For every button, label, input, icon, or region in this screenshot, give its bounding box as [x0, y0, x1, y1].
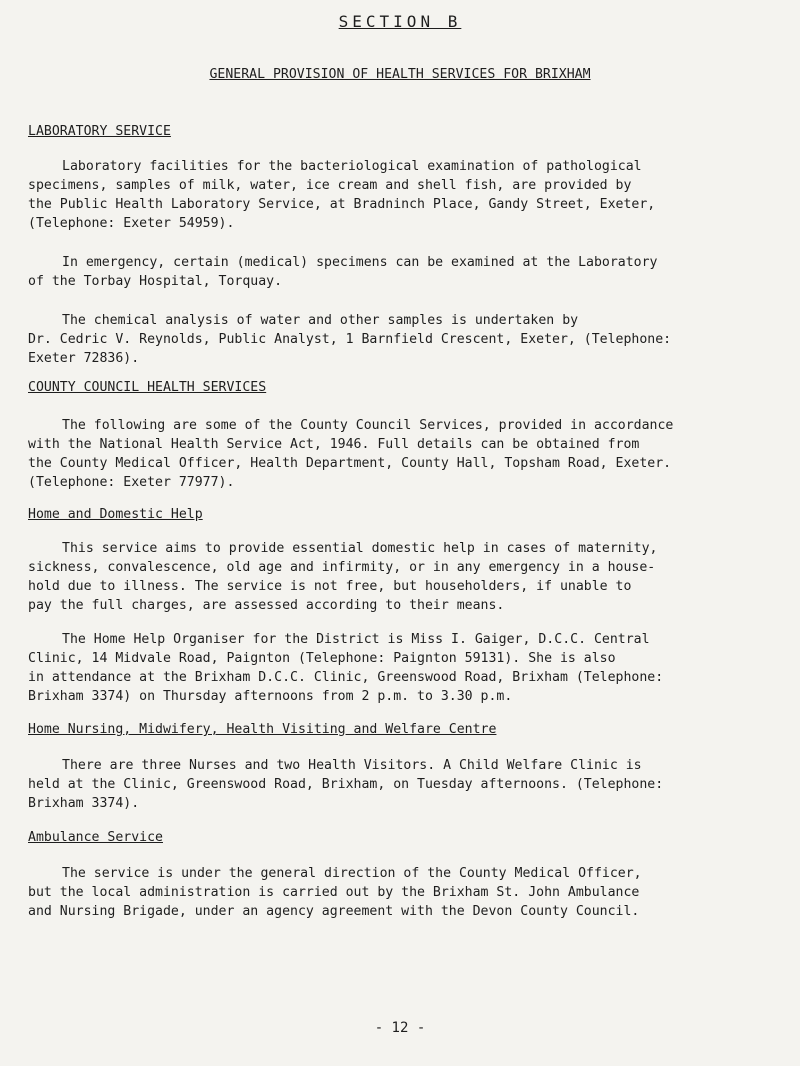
text-line: in attendance at the Brixham D.C.C. Clinic, Greenswood Road, Brixham (Telephone: — [28, 670, 664, 685]
section-heading: SECTION B — [338, 12, 462, 31]
text-line: of the Torbay Hospital, Torquay. — [28, 274, 283, 289]
ambulance-heading: Ambulance Service — [28, 830, 163, 845]
text-line: the County Medical Officer, Health Department, County Hall, Topsham Road, Exeter. — [28, 456, 672, 471]
text-line: the Public Health Laboratory Service, at Bradninch Place, Gandy Street, Exeter, — [28, 197, 656, 212]
text-line: (Telephone: Exeter 54959). — [28, 216, 235, 231]
county-paragraph-1 — [28, 416, 793, 492]
home-help-paragraph-1 — [28, 539, 793, 615]
text-line: Brixham 3374) on Thursday afternoons from 2 p.m. to 3.30 p.m. — [28, 689, 513, 704]
text-line: with the National Health Service Act, 1946. Full details can be obtained from — [28, 437, 640, 452]
text-line: The Home Help Organiser for the District is Miss I. Gaiger, D.C.C. Central — [62, 632, 650, 647]
laboratory-heading: LABORATORY SERVICE — [28, 124, 171, 139]
home-help-heading: Home and Domestic Help — [28, 507, 203, 522]
text-line: The chemical analysis of water and other samples is undertaken by — [62, 313, 579, 328]
nursing-heading: Home Nursing, Midwifery, Health Visiting and Welfare Centre — [28, 722, 497, 737]
text-line: Clinic, 14 Midvale Road, Paignton (Telephone: Paignton 59131). She is also — [28, 651, 616, 666]
text-line: The service is under the general direction of the County Medical Officer, — [62, 866, 642, 881]
text-line: The following are some of the County Council Services, provided in accordance — [62, 418, 674, 433]
text-line: This service aims to provide essential domestic help in cases of maternity, — [62, 541, 658, 556]
laboratory-paragraph-1 — [28, 157, 793, 233]
county-heading: COUNTY COUNCIL HEALTH SERVICES — [28, 380, 267, 395]
text-line: (Telephone: Exeter 77977). — [28, 475, 235, 490]
text-line: Laboratory facilities for the bacteriological examination of pathological — [62, 159, 642, 174]
home-help-paragraph-2 — [28, 630, 793, 706]
nursing-paragraph-1 — [28, 756, 793, 813]
text-line: hold due to illness. The service is not free, but householders, if unable to — [28, 579, 632, 594]
text-line: Brixham 3374). — [28, 796, 140, 811]
text-line: Exeter 72836). — [28, 351, 140, 366]
laboratory-paragraph-3 — [28, 311, 793, 368]
ambulance-paragraph-1 — [28, 864, 793, 921]
text-line: pay the full charges, are assessed according to their means. — [28, 598, 505, 613]
text-line: In emergency, certain (medical) specimens can be examined at the Laboratory — [62, 255, 658, 270]
text-line: held at the Clinic, Greenswood Road, Brixham, on Tuesday afternoons. (Telephone: — [28, 777, 664, 792]
laboratory-paragraph-2 — [28, 253, 793, 291]
text-line: and Nursing Brigade, under an agency agreement with the Devon County Council. — [28, 904, 640, 919]
document-title: GENERAL PROVISION OF HEALTH SERVICES FOR BRIXHAM — [209, 67, 591, 82]
text-line: but the local administration is carried out by the Brixham St. John Ambulance — [28, 885, 640, 900]
page-number: - 12 - — [374, 1020, 426, 1036]
text-line: sickness, convalescence, old age and infirmity, or in any emergency in a house- — [28, 560, 656, 575]
text-line: There are three Nurses and two Health Visitors. A Child Welfare Clinic is — [62, 758, 642, 773]
text-line: specimens, samples of milk, water, ice cream and shell fish, are provided by — [28, 178, 632, 193]
text-line: Dr. Cedric V. Reynolds, Public Analyst, 1 Barnfield Crescent, Exeter, (Telephone: — [28, 332, 672, 347]
